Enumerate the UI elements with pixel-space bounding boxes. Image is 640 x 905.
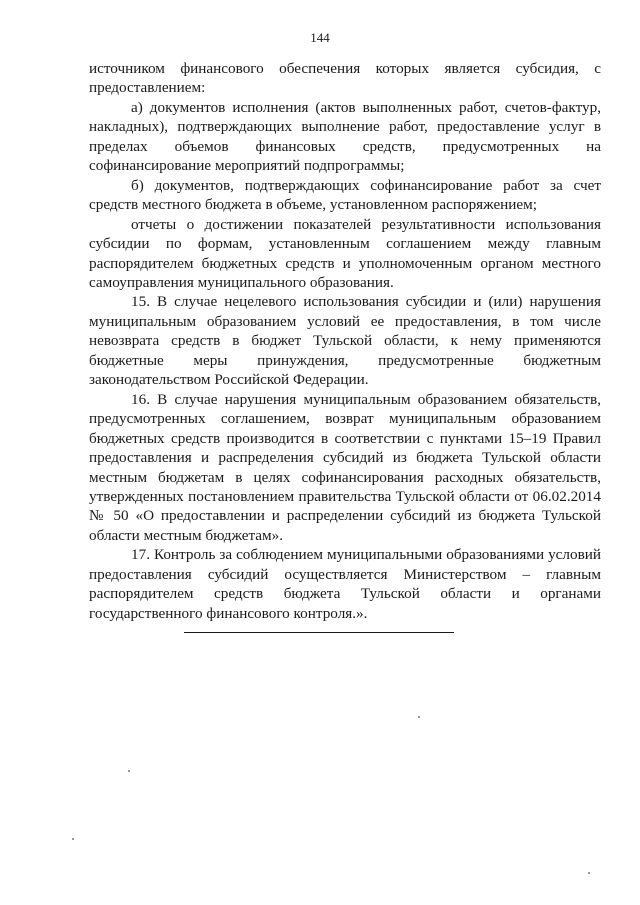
scan-speck [128, 770, 130, 772]
paragraph-intro-continuation: источником финансового обеспечения которых является субсидия, с предоставлением: [89, 60, 601, 97]
paragraph-reports: отчеты о достижении показателей результативности использования субсидии по формам, установленным соглашением между главным распорядителем бюджетных средств и уполномоченным органом местного самоуправления муниципального образования. [89, 215, 601, 291]
paragraph-15: 15. В случае нецелевого использования субсидии и (или) нарушения муниципальным образованием условий ее предоставления, в том числе невозврата средств в бюджет Тульской области, к нему применяются бюджетные меры принуждения, предусмотренные бюджетным законодательством Российской Федерации. [89, 293, 601, 389]
paragraph-17: 17. Контроль за соблюдением муниципальными образованиями условий предоставления субсидий осуществляется Министерством – главным распорядителем средств бюджета Тульской области и органами государственного финансового контроля.». [89, 546, 601, 622]
paragraph-16: 16. В случае нарушения муниципальным образованием обязательств, предусмотренных соглашением, возврат муниципальным образованием бюджетных средств производится в соответствии с пунктами 15–19 Правил предоставления и распределения субсидий из бюджета Тульской области местным бюджетам в целях софинансирования расходных обязательств, утвержденных постановлением правительства Тульской области от 06.02.2014 № 50 «О предоставлении и распределении субсидий из бюджета Тульской области местным бюджетам». [89, 390, 601, 544]
scan-speck [418, 716, 420, 718]
paragraph-item-b: б) документов, подтверждающих софинансирование работ за счет средств местного бюджета в объеме, установленном распоряжением; [89, 176, 601, 214]
scan-speck [72, 838, 74, 840]
paragraph-item-a: а) документов исполнения (актов выполненных работ, счетов-фактур, накладных), подтверждающих выполнение работ, предоставление услуг в пределах объемов финансовых средств, предусмотренных на софинансирование мероприятий подпрограммы; [89, 98, 601, 175]
page-number: 144 [310, 30, 330, 45]
separator-line [184, 632, 454, 633]
body-text [89, 59, 601, 623]
scan-speck [588, 872, 590, 874]
